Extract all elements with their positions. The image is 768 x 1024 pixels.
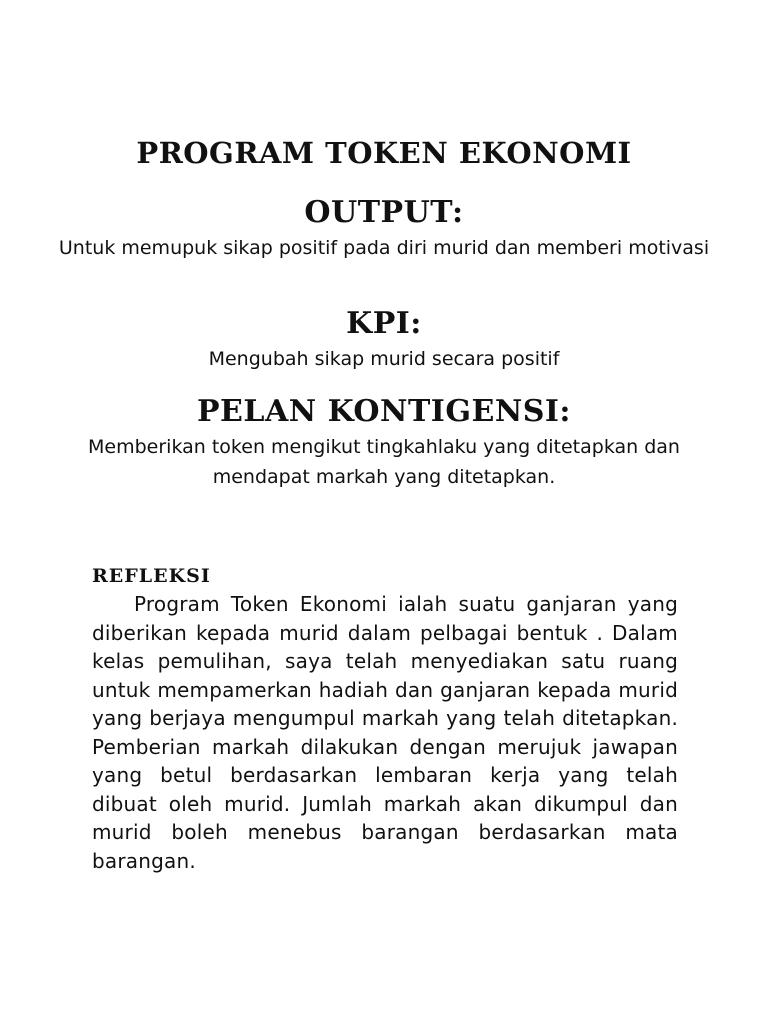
output-text: Untuk memupuk sikap positif pada diri murid dan memberi motivasi (58, 237, 710, 259)
kpi-heading: KPI: (346, 306, 422, 341)
page-title: PROGRAM TOKEN EKONOMI (136, 136, 632, 170)
reflection-heading: REFLEKSI (92, 565, 211, 587)
reflection-paragraph: Program Token Ekonomi ialah suatu ganjaran yang diberikan kepada murid dalam pelbagai bentuk . Dalam kelas pemulihan, saya telah menyediakan satu ruang untuk mempamerkan hadiah dan ganjaran kepada murid yang berjaya mengumpul markah yang telah ditetapkan. Pemberian markah dilakukan dengan merujuk jawapan yang betul berdasarkan lembaran kerja yang telah dibuat oleh murid. Jumlah markah akan dikumpul dan murid boleh menebus barangan berdasarkan mata barangan. (92, 592, 678, 873)
kpi-section (40, 306, 728, 374)
contingency-plan-heading: PELAN KONTIGENSI: (196, 394, 572, 429)
kpi-text: Mengubah sikap murid secara positif (208, 348, 560, 370)
output-section (40, 195, 728, 263)
contingency-plan-section (40, 394, 728, 492)
output-heading: OUTPUT: (304, 195, 464, 230)
contingency-plan-text: Memberikan token mengikut tingkahlaku yang ditetapkan dan mendapat markah yang ditetapkan. (88, 436, 680, 488)
